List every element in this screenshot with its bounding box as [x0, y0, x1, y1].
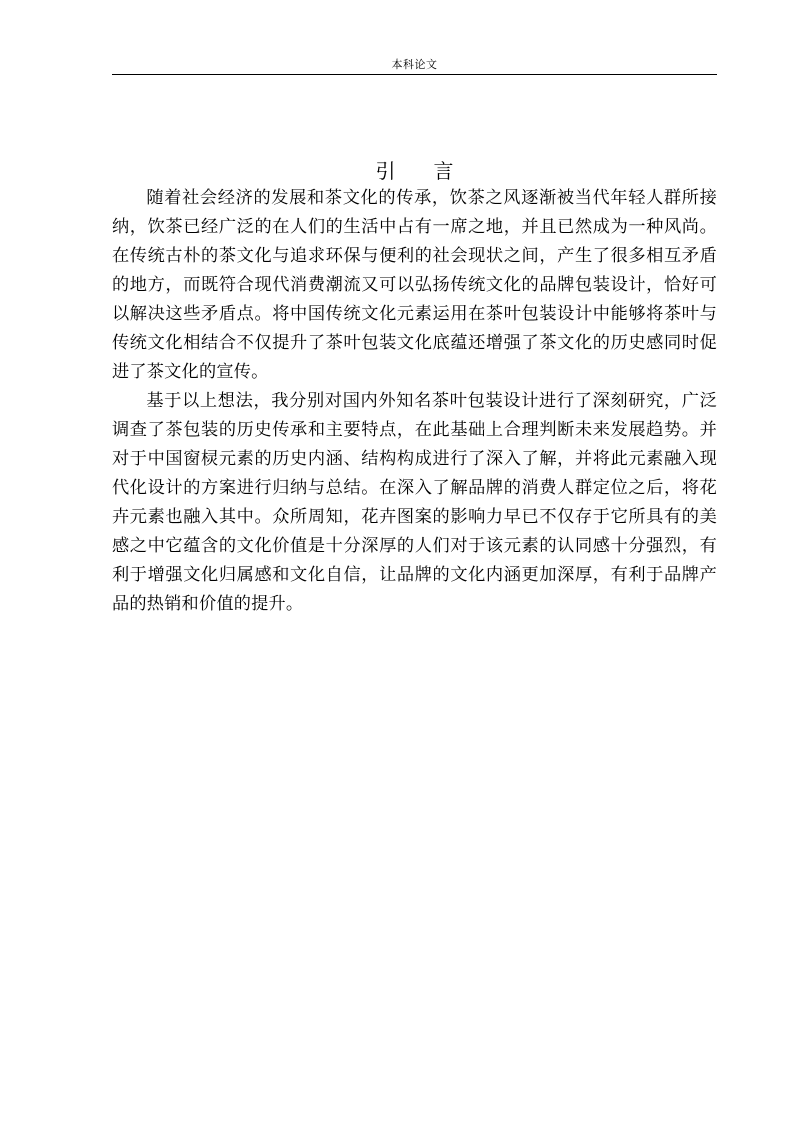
paragraph-1: 随着社会经济的发展和茶文化的传承，饮茶之风逐渐被当代年轻人群所接纳，饮茶已经广泛的在人们的生活中占有一席之地，并且已然成为一种风尚。在传统古朴的茶文化与追求环保与便利的社会现状之间，产生了很多相互矛盾的地方，而既符合现代消费潮流又可以弘扬传统文化的品牌包装设计，恰好可以解决这些矛盾点。将中国传统文化元素运用在茶叶包装设计中能够将茶叶与传统文化相结合不仅提升了茶叶包装文化底蕴还增强了茶文化的历史感同时促进了茶文化的宣传。 [112, 188, 717, 382]
body-text [112, 184, 717, 619]
section-title-char-2: 言 [433, 159, 454, 183]
header-rule [112, 74, 717, 75]
section-title [112, 157, 717, 185]
section-title-char-1: 引 [375, 159, 396, 183]
paragraph-2: 基于以上想法，我分别对国内外知名茶叶包装设计进行了深刻研究，广泛调查了茶包装的历史传承和主要特点，在此基础上合理判断未来发展趋势。并对于中国窗棂元素的历史内涵、结构构成进行了深入了解，并将此元素融入现代化设计的方案进行归纳与总结。在深入了解品牌的消费人群定位之后，将花卉元素也融入其中。众所周知，花卉图案的影响力早已不仅存于它所具有的美感之中它蕴含的文化价值是十分深厚的人们对于该元素的认同感十分强烈，有利于增强文化归属感和文化自信，让品牌的文化内涵更加深厚，有利于品牌产品的热销和价值的提升。 [112, 391, 717, 614]
running-header: 本科论文 [391, 58, 438, 71]
